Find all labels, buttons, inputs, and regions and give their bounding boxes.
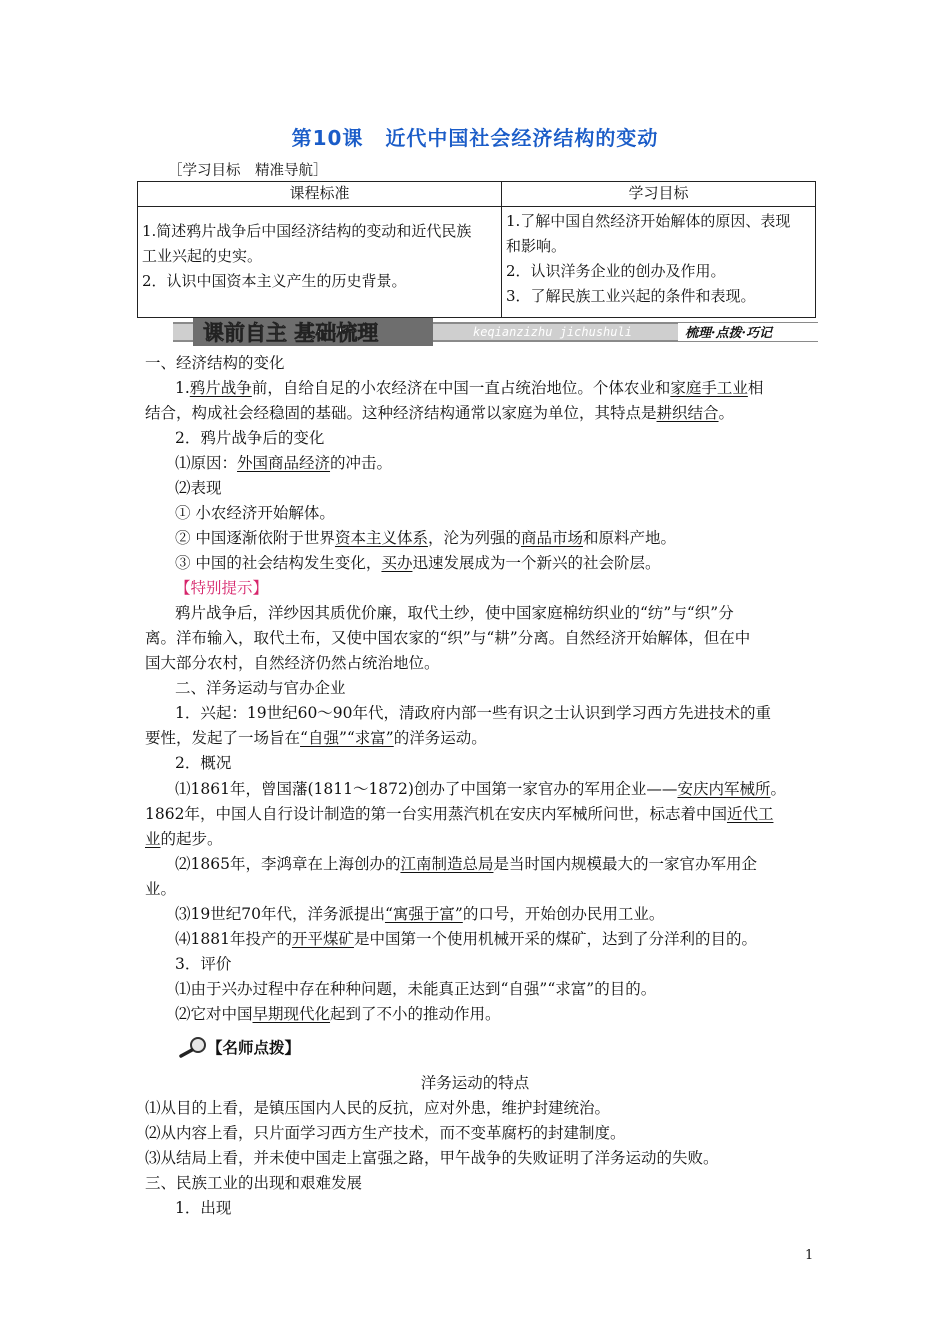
mingshi-text: ⑴从目的上看，是镇压国内人民的反抗，应对外患，维护封建统治。 xyxy=(145,1099,611,1117)
paragraph: ⑴由于兴办过程中存在种种问题，未能真正达到“自强”“求富”的目的。 xyxy=(175,980,657,998)
goal-label: ［学习目标 精准导航］ xyxy=(168,163,328,179)
paragraph: ⑴1861年，曾国藩(1811～1872)创办了中国第一家官办的军用企业——安庆内军械所。 xyxy=(175,780,786,798)
paragraph: 1862年，中国人自行设计制造的第一台实用蒸汽机在安庆内军械所问世，标志着中国近代工 xyxy=(145,805,774,823)
magnifier-icon xyxy=(178,1036,208,1058)
paragraph: 2．鸦片战争后的变化 xyxy=(175,429,325,447)
header-standards: 课程标准 xyxy=(138,182,502,207)
banner-pinyin: keqianzizhu jichushuli xyxy=(473,325,632,339)
mingshi-text: ⑵从内容上看，只片面学习西方生产技术，而不变革腐朽的封建制度。 xyxy=(145,1124,626,1142)
standards-cell: 1.简述鸦片战争后中国经济结构的变动和近代民族 工业兴起的史实。 2．认识中国资本主义产生的历史背景。 xyxy=(138,207,502,318)
tip-text: 国大部分农村，自然经济仍然占统治地位。 xyxy=(145,654,440,672)
mingshi-label: 【名师点拨】 xyxy=(207,1038,301,1057)
paragraph: 1．出现 xyxy=(175,1199,232,1217)
paragraph: ⑵1865年，李鸿章在上海创办的江南制造总局是当时国内规模最大的一家官办军用企 xyxy=(175,855,757,873)
paragraph: 2．概况 xyxy=(175,754,232,772)
section3-heading: 三、民族工业的出现和艰难发展 xyxy=(145,1174,363,1192)
paragraph: ⑴原因：外国商品经济的冲击。 xyxy=(175,454,393,472)
banner-title: 课前自主 基础梳理 xyxy=(203,321,379,345)
paragraph: ⑷1881年投产的开平煤矿是中国第一个使用机械开采的煤矿，达到了分洋利的目的。 xyxy=(175,930,757,948)
paragraph: 3．评价 xyxy=(175,955,232,973)
goals-table xyxy=(137,181,816,318)
paragraph: ⑵它对中国早期现代化起到了不小的推动作用。 xyxy=(175,1005,501,1023)
paragraph: 1．兴起：19世纪60～90年代，清政府内部一些有识之士认识到学习西方先进技术的重 xyxy=(175,704,772,722)
paragraph: 1.鸦片战争前，自给自足的小农经济在中国一直占统治地位。个体农业和家庭手工业相 xyxy=(175,379,764,397)
mingshi-title: 洋务运动的特点 xyxy=(420,1074,530,1092)
section-banner xyxy=(173,318,818,346)
header-objectives: 学习目标 xyxy=(502,182,816,207)
section1-heading: 一、经济结构的变化 xyxy=(145,354,285,372)
paragraph: 业的起步。 xyxy=(145,830,223,848)
tip-label: 【特别提示】 xyxy=(175,579,269,597)
section2-heading: 二、洋务运动与官办企业 xyxy=(175,679,346,697)
paragraph: ① 小农经济开始解体。 xyxy=(175,504,335,522)
paragraph: ② 中国逐渐依附于世界资本主义体系，沦为列强的商品市场和原料产地。 xyxy=(175,529,676,547)
paragraph: 要性，发起了一场旨在“自强”“求富”的洋务运动。 xyxy=(145,729,487,747)
objectives-cell: 1.了解中国自然经济开始解体的原因、表现 和影响。 2．认识洋务企业的创办及作用。 3．了解民族工业兴起的条件和表现。 xyxy=(502,207,816,318)
page-title: 第10课 近代中国社会经济结构的变动 xyxy=(291,126,659,150)
banner-tag: 梳理·点拨·巧记 xyxy=(685,326,773,341)
tip-text: 离。洋布输入，取代土布，又使中国农家的“织”与“耕”分离。自然经济开始解体，但在中 xyxy=(145,629,751,647)
mingshi-text: ⑶从结局上看，并未使中国走上富强之路，甲午战争的失败证明了洋务运动的失败。 xyxy=(145,1149,719,1167)
page-number: 1 xyxy=(805,1248,814,1263)
paragraph: ⑵表现 xyxy=(175,479,222,497)
paragraph: 业。 xyxy=(145,880,177,898)
tip-text: 鸦片战争后，洋纱因其质优价廉，取代土纱，使中国家庭棉纺织业的“纺”与“织”分 xyxy=(175,604,734,622)
paragraph: 结合，构成社会经稳固的基础。这种经济结构通常以家庭为单位，其特点是耕织结合。 xyxy=(145,404,735,422)
paragraph: ⑶19世纪70年代，洋务派提出“寓强于富”的口号，开始创办民用工业。 xyxy=(175,905,665,923)
paragraph: ③ 中国的社会结构发生变化，买办迅速发展成为一个新兴的社会阶层。 xyxy=(175,554,661,572)
